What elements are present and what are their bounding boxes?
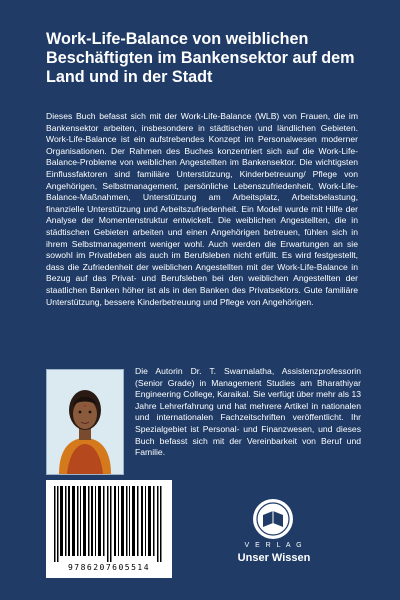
author-bio: Die Autorin Dr. T. Swarnalatha, Assistenzprofessorin (Senior Grade) in Management Studies am Bharathiyar Engineering College, Karaikal. Sie verfügt über mehr als 13 Jahre Lehrerfahrung und hat mehrere Artikel in nationalen und internationalen Fachzeitschriften veröffentlicht. Ihr Spezialgebiet ist Personal- und Finanzwesen, und dieses Buch befasst sich mit der Vereinbarkeit von Beruf und Familie. [135,366,361,458]
publisher-label: V E R L A G [244,542,304,549]
book-blurb: Dieses Buch befasst sich mit der Work-Life-Balance (WLB) von Frauen, die im Bankensektor arbeiten, insbesondere in städtischen und ländlichen Gebieten. Work-Life-Balance ist ein aufstrebendes Konzept im Personalwesen moderner Organisationen. Der Rahmen des Buches konzentriert sich auf die Work-Life-Balance-Probleme von weiblichen Angestellten im Bankensektor. Die wichtigsten Einflussfaktoren sind familiäre Unterstützung, Kinderbetreuung/ Pflege von Angehörigen, Selbstmanagement, persönliche Lebenszufriedenheit, Work-Life-Balance-Maßnahmen, Unterstützung am Arbeitsplatz, Arbeitsbelastung, finanzielle Unterstützung und Arbeitszufriedenheit. Ein Modell wurde mit Hilfe der Analyse der Momentenstruktur entwickelt. Die weiblichen Angestellten, die in städtischen Gebieten arbeiten und einen Angehörigen betreuen, fühlen sich in ihrem Selbstmanagement weniger wohl. Auch werden die Erwartungen an sie sowohl im Privatleben als auch im Berufsleben nicht erfüllt. Es wird festgestellt, dass die Zufriedenheit der weiblichen Angestellten mit der Work-Life-Balance in Bezug auf das Privat- und Berufsleben bei den weiblichen Angestellten der staatlichen Banken höher ist als in den Banken des Privatsektors. Gute familiäre Unterstützung, bessere Kinderbetreuung und Pflege von Angehörigen. [46,111,358,307]
book-title: Work-Life-Balance von weiblichen Beschäftigten im Bankensektor auf dem Land und in der Stadt [46,30,355,86]
barcode-icon [54,486,164,562]
book-seal-icon [252,498,294,540]
author-portrait-icon [47,370,123,474]
publisher-name: Unser Wissen [237,552,311,564]
isbn-number: 9786207605514 [67,563,151,572]
author-photo [46,369,124,475]
publisher-block [224,498,324,568]
isbn-barcode [46,480,172,578]
